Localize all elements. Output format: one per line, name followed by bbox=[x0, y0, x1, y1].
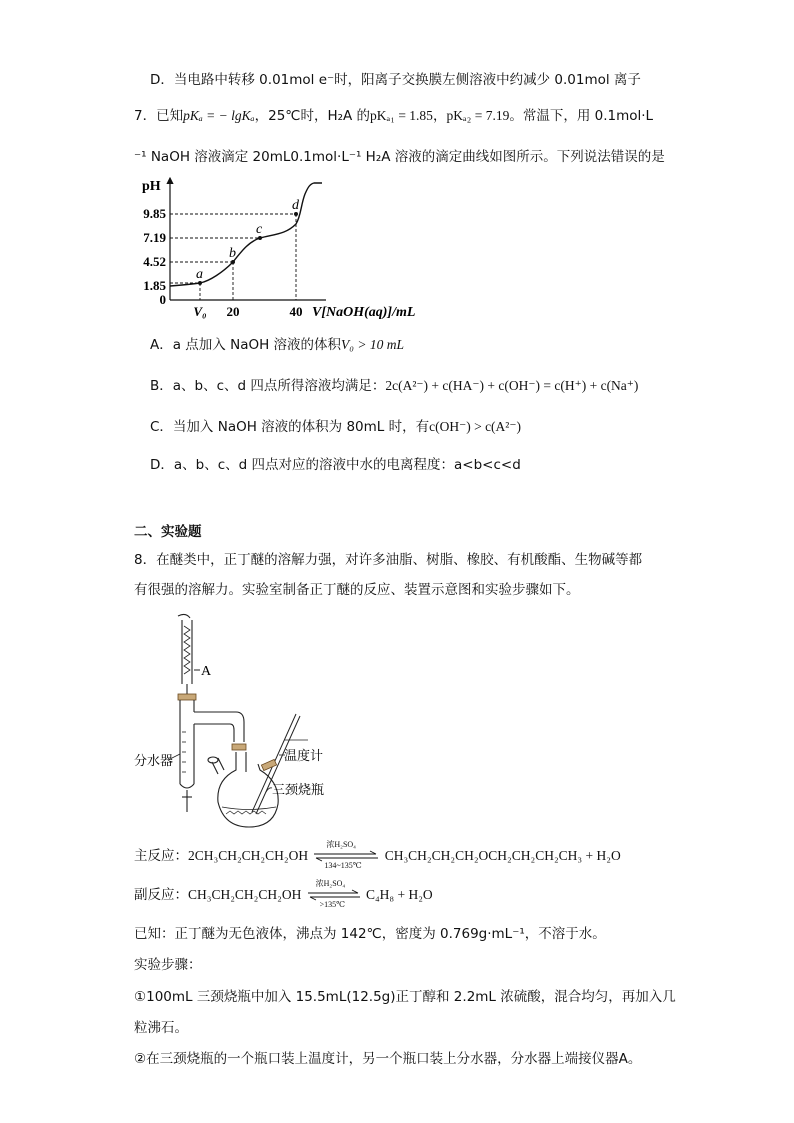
water-separator bbox=[180, 700, 244, 812]
main-reaction-left: 2CH₃CH₂CH₂CH₂OH bbox=[188, 848, 309, 863]
side-reaction-cond-bottom: >135℃ bbox=[319, 900, 346, 909]
point-label-d: d bbox=[292, 198, 299, 213]
stopper-thermometer bbox=[261, 759, 276, 770]
q8-stem-line2: 有很强的溶解力。实验室制备正丁醚的反应、装置示意图和实验步骤如下。 bbox=[134, 582, 580, 598]
stopper-elbow bbox=[232, 744, 246, 750]
x-tick-label-1: 20 bbox=[226, 304, 240, 319]
side-reaction-arrow bbox=[306, 879, 362, 909]
section-title: 二、实验题 bbox=[134, 524, 202, 540]
q7-option-b bbox=[150, 374, 638, 394]
main-reaction-label: 主反应： bbox=[134, 848, 188, 864]
q7-formula-pka1: pKₐ₁ = 1.85 bbox=[370, 108, 433, 123]
y-axis-label: pH bbox=[142, 179, 161, 194]
condenser-a bbox=[178, 614, 192, 696]
q7-option-a bbox=[150, 333, 404, 353]
label-thermometer: 温度计 bbox=[284, 748, 324, 763]
thermometer bbox=[252, 714, 308, 814]
q6-option-d: D．当电路中转移 0.01mol e⁻时，阳离子交换膜左侧溶液中约减少 0.01mol 离子 bbox=[150, 72, 641, 88]
q8-known: 已知：正丁醚为无色液体，沸点为 142℃，密度为 0.769g·mL⁻¹，不溶于水。 bbox=[134, 926, 606, 942]
x-axis-label-text: V[NaOH(aq)]/mL bbox=[312, 305, 416, 320]
main-reaction-arrow bbox=[312, 840, 380, 870]
q7-stem-text-d: 。常温下，用 0.1mol·L bbox=[509, 108, 654, 124]
point-label-b: b bbox=[229, 246, 236, 261]
q7-stem-text-a: 7．已知 bbox=[134, 108, 184, 124]
q8-step2: ②在三颈烧瓶的一个瓶口装上温度计，另一个瓶口装上分水器，分水器上端接仪器A。 bbox=[134, 1051, 642, 1067]
label-flask: 三颈烧瓶 bbox=[272, 782, 325, 797]
titration-curve-chart bbox=[138, 172, 438, 320]
q7-stem-line2: ⁻¹ NaOH 溶液滴定 20mL0.1mol·L⁻¹ H₂A 溶液的滴定曲线如图所示。下列说法错误的是 bbox=[134, 149, 665, 165]
main-reaction-cond-top: 浓H₂SO₄ bbox=[326, 840, 356, 849]
y-tick-label-1: 7.19 bbox=[143, 230, 166, 245]
q8-step1-line1: ①100mL 三颈烧瓶中加入 15.5mL(12.5g)正丁醇和 2.2mL 浓硫酸，混合均匀，再加入几 bbox=[134, 989, 676, 1005]
point-label-a: a bbox=[196, 267, 203, 282]
main-reaction-cond-bottom: 134~135℃ bbox=[324, 861, 362, 870]
side-reaction-left: CH₃CH₂CH₂CH₂OH bbox=[188, 887, 302, 902]
y-tick-label-2: 4.52 bbox=[143, 254, 166, 269]
y-tick-label-3: 1.85 bbox=[143, 278, 166, 293]
q7-option-d: D．a、b、c、d 四点对应的溶液中水的电离程度：a<b<c<d bbox=[150, 457, 521, 473]
y-tick-label-4: 0 bbox=[159, 292, 166, 307]
q7-option-a-formula: V₀ > 10 mL bbox=[341, 337, 404, 352]
q7-option-a-text: A．a 点加入 NaOH 溶液的体积 bbox=[150, 337, 342, 353]
x-tick-label-2: 40 bbox=[289, 304, 303, 319]
q7-option-c-formula: c(OH⁻) > c(A²⁻) bbox=[429, 419, 521, 434]
apparatus-diagram bbox=[134, 612, 354, 837]
q7-option-b-formula: 2c(A²⁻) + c(HA⁻) + c(OH⁻) = c(H⁺) + c(Na⁺) bbox=[385, 378, 639, 393]
side-reaction-right: C₄H₈ + H₂O bbox=[365, 887, 433, 902]
side-reaction-cond-top: 浓H₂SO₄ bbox=[315, 879, 346, 888]
label-separator: 分水器 bbox=[134, 753, 174, 768]
x-tick-label-0: V₀ bbox=[193, 304, 207, 319]
titration-curve bbox=[170, 183, 322, 286]
main-reaction-right: CH₃CH₂CH₂CH₂OCH₂CH₂CH₂CH₃ + H₂O bbox=[384, 848, 621, 863]
q7-option-c bbox=[150, 415, 521, 435]
main-reaction bbox=[134, 840, 621, 870]
q8-step1-line2: 粒沸石。 bbox=[134, 1020, 188, 1036]
side-reaction bbox=[134, 879, 433, 909]
q7-option-c-text: C．当加入 NaOH 溶液的体积为 80mL 时，有 bbox=[150, 419, 430, 435]
q7-formula-pka: pKₐ = − lgKₐ bbox=[183, 108, 255, 123]
stopper-top bbox=[178, 694, 196, 700]
point-label-c: c bbox=[256, 222, 263, 237]
y-tick-label-0: 9.85 bbox=[143, 206, 166, 221]
q8-stem-line1: 8．在醚类中，正丁醚的溶解力强，对许多油脂、树脂、橡胶、有机酸酯、生物碱等都 bbox=[134, 552, 643, 568]
q8-steps-title: 实验步骤： bbox=[134, 957, 202, 973]
x-axis-label bbox=[312, 305, 415, 320]
q7-stem-line1 bbox=[134, 104, 653, 124]
side-reaction-label: 副反应： bbox=[134, 887, 188, 903]
q7-formula-pka2: pKₐ₂ = 7.19 bbox=[446, 108, 510, 123]
q7-option-b-text: B．a、b、c、d 四点所得溶液均满足： bbox=[150, 378, 386, 394]
q7-stem-text-c: ， bbox=[432, 108, 447, 124]
q7-stem-text-b: ，25℃时，H₂A 的 bbox=[254, 108, 371, 124]
label-a: A bbox=[201, 664, 212, 679]
